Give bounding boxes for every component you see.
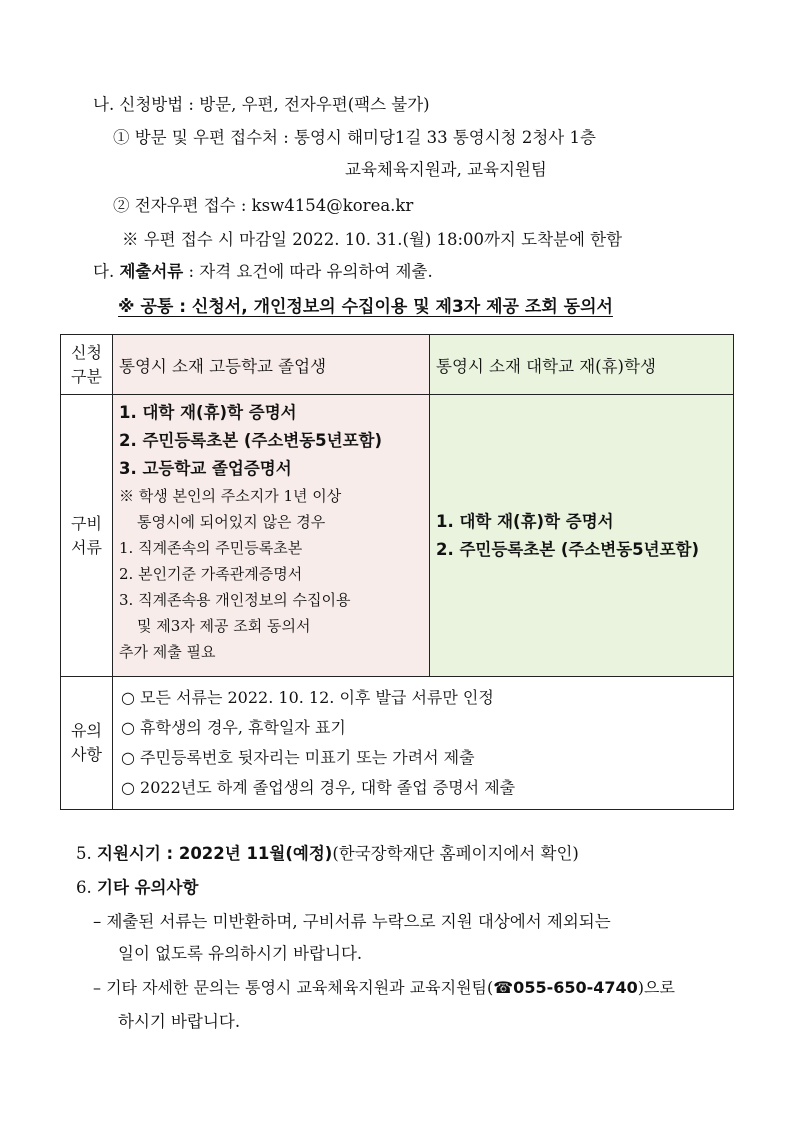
extra-document-item: 1. 직계존속의 주민등록초본	[119, 539, 303, 557]
extra-document-note: 통영시에 되어있지 않은 경우	[137, 513, 326, 531]
section6-item2-line1	[93, 976, 675, 1000]
table-documents-row	[61, 395, 734, 677]
section5-note: (한국장학재단 홈페이지에서 확인)	[332, 844, 579, 863]
documents-desc: : 자격 요건에 따라 유의하여 제출.	[183, 262, 433, 281]
visit-mail-address: ① 방문 및 우편 접수처 : 통영시 해미당1길 33 통영시청 2청사 1층	[113, 128, 596, 147]
note-item: ○ 주민등록번호 뒷자리는 미표기 또는 가려서 제출	[121, 748, 475, 767]
high-school-grad-documents	[113, 395, 430, 677]
notes-category-cell	[61, 677, 113, 810]
note-item: ○ 모든 서류는 2022. 10. 12. 이후 발급 서류만 인정	[121, 688, 494, 707]
category-header-line: 구분	[71, 366, 102, 386]
section6-item2-prefix: – 기타 자세한 문의는 통영시 교육체육지원과 교육지원팀(	[93, 978, 494, 997]
category-header-cell	[61, 335, 113, 395]
section6-item1-line2: 일이 없도록 유의하시기 바랍니다.	[118, 944, 363, 963]
document-item: 2. 주민등록초본 (주소변동5년포함)	[436, 539, 700, 559]
contact-phone: ☎055-650-4740	[493, 978, 638, 997]
extra-document-item: 및 제3자 제공 조회 동의서	[137, 617, 311, 635]
section6-item2-suffix: )으로	[637, 978, 675, 997]
documents-title: 제출서류	[119, 262, 184, 281]
section5-line	[76, 842, 579, 866]
note-item: ○ 휴학생의 경우, 휴학일자 표기	[121, 718, 346, 737]
section6-line	[76, 876, 198, 900]
requirements-table	[60, 334, 734, 810]
extra-document-note: 추가 제출 필요	[119, 643, 216, 661]
extra-document-item: 2. 본인기준 가족관계증명서	[119, 565, 303, 583]
section6-item2-line2: 하시기 바랍니다.	[118, 1012, 241, 1031]
document-item: 3. 고등학교 졸업증명서	[119, 459, 292, 478]
documents-prefix: 다.	[93, 262, 120, 281]
section6-number: 6.	[76, 878, 97, 897]
visit-mail-department: 교육체육지원과, 교육지원팀	[345, 160, 547, 179]
documents-category-cell	[61, 395, 113, 677]
section6-item1-line1: – 제출된 서류는 미반환하며, 구비서류 누락으로 지원 대상에서 제외되는	[93, 912, 611, 931]
category-header-line: 신청	[71, 342, 102, 362]
section5-number: 5.	[76, 844, 97, 863]
documents-category-line: 구비	[71, 513, 102, 533]
extra-document-item: 3. 직계존속용 개인정보의 수집이용	[119, 591, 351, 609]
notes-cell	[113, 677, 734, 810]
table-header-row	[61, 335, 734, 395]
notes-category-line: 유의	[71, 721, 102, 740]
university-student-header: 통영시 소재 대학교 재(휴)학생	[430, 335, 734, 395]
apply-method-line: 나. 신청방법 : 방문, 우편, 전자우편(팩스 불가)	[93, 95, 430, 114]
high-school-grad-header: 통영시 소재 고등학교 졸업생	[113, 335, 430, 395]
notes-category-line: 사항	[71, 745, 102, 764]
university-student-documents	[430, 395, 734, 677]
section5-title: 지원시기 : 2022년 11월(예정)	[97, 844, 333, 863]
document-item: 1. 대학 재(휴)학 증명서	[436, 511, 614, 531]
email-address: ② 전자우편 접수 : ksw4154@korea.kr	[113, 196, 414, 215]
extra-document-note: ※ 학생 본인의 주소지가 1년 이상	[119, 487, 342, 505]
mail-deadline-note: ※ 우편 접수 시 마감일 2022. 10. 31.(월) 18:00까지 도착분에 한함	[122, 230, 623, 249]
documents-category-line: 서류	[71, 537, 102, 557]
table-notes-row	[61, 677, 734, 810]
documents-line	[93, 260, 433, 284]
common-documents-heading: ※ 공통 : 신청서, 개인정보의 수집이용 및 제3자 제공 조회 동의서	[118, 297, 613, 317]
section6-title: 기타 유의사항	[97, 878, 199, 897]
document-item: 2. 주민등록초본 (주소변동5년포함)	[119, 431, 383, 450]
document-item: 1. 대학 재(휴)학 증명서	[119, 403, 297, 422]
note-item: ○ 2022년도 하계 졸업생의 경우, 대학 졸업 증명서 제출	[121, 778, 516, 797]
